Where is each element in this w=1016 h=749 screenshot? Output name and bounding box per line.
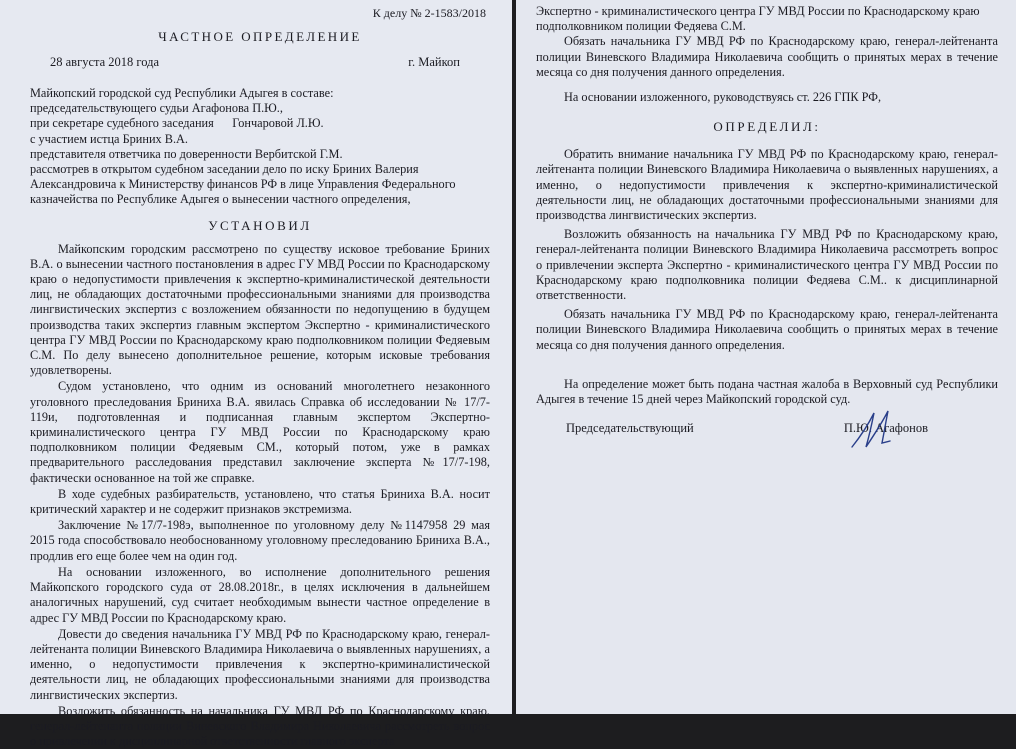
case-number: К делу № 2-1583/2018: [372, 6, 486, 20]
intro-line: Александровича к Министерству финансов РФ в лице Управления Федерального: [30, 177, 456, 192]
document-page-right: [516, 0, 1016, 714]
body-paragraph: Судом установлено, что одним из оснований многолетнего незаконного уголовного преследования Бриниха В.А. явилась Справка об исследовании № 17/7-119и, подготовленная и подписанная главным экспертом Экспертно-криминалистического центра ГУ МВД России по Краснодарскому краю подполковником полиции Федяевым СМ., который потом, уже в рамках предварительного расследования представил заключение эксперта №17/7-198, фактически основанное на той же справке.: [30, 379, 490, 485]
date-location-row: [50, 55, 460, 70]
handwritten-signature: [846, 407, 906, 455]
body-paragraph: На определение может быть подана частная жалоба в Верховный суд Республики Адыгея в течение 15 дней через Майкопский городской суд.: [536, 376, 998, 407]
signature-name: П.Ю. Агафонов: [843, 421, 928, 436]
continued-line: подполковником полиции Федяева С.М.: [536, 19, 746, 34]
decided-body: [536, 147, 998, 407]
body-paragraph: Довести до сведения начальника ГУ МВД РФ по Краснодарскому краю, генерал-лейтенанта полиции Виневского Владимира Николаевича о выявленных нарушениях, а именно, о недопустимости привлечения к экспертно-криминалистической деятельности лиц, не обладающих профессиональными знаниями для производства лингвистических экспертиз.: [30, 626, 490, 702]
signature-role: Председательствующий: [566, 421, 694, 436]
body-paragraph: Возложить обязанность на начальника ГУ МВД РФ по Краснодарскому краю, генерал-лейтенанта полиции Виневского Владимира Николаевича рассмотреть вопрос о привлечении эксперта Экспертно - криминалистического центра ГУ МВД России по Краснодарскому краю подполковника полиции Федяева С.М.. к дисциплинарной ответственности.: [536, 227, 998, 303]
intro-line: при секретаре судебного заседания Гончаровой Л.Ю.: [30, 116, 324, 131]
intro-line: рассмотрев в открытом судебном заседании дело по иску Бриних Валерия: [30, 162, 419, 177]
body-paragraph: Майкопским городским рассмотрено по существу исковое требование Бриних В.А. о вынесении частного постановления в адрес ГУ МВД России по Краснодарскому краю о недопустимости привлечения к экспертно-криминалистической деятельности лиц, не обладающих достаточными профессиональными знаниями для производства лингвистических экспертиз с возложением обязанности по недопущению в будущем производства таких экспертиз главным экспертом Экспертно - криминалистического центра ГУ МВД России по Краснодарскому краю подполковником полиции Федяевым С.М. По делу вынесено дополнительное решение, которым исковые требования удовлетворены.: [30, 241, 490, 378]
continued-line: Экспертно - криминалистического центра ГУ МВД России по Краснодарскому краю: [536, 4, 980, 18]
section-heading-established: УСТАНОВИЛ: [208, 217, 312, 233]
intro-line: казначейства по Республике Адыгея о вынесении частного определения,: [30, 192, 411, 207]
document-city: г. Майкоп: [408, 55, 460, 69]
legal-basis: На основании изложенного, руководствуясь ст. 226 ГПК РФ,: [564, 90, 882, 105]
section-heading-decided: ОПРЕДЕЛИЛ:: [713, 119, 821, 135]
body-paragraph: Обязать начальника ГУ МВД РФ по Краснодарскому краю, генерал-лейтенанта полиции Виневского Владимира Николаевича сообщить о принятых мерах в течение месяца со дня получения данного определения.: [536, 307, 998, 352]
court-composition: [30, 86, 490, 208]
established-body: [30, 242, 490, 749]
intro-line: Майкопский городской суд Республики Адыгея в составе:: [30, 86, 334, 100]
body-paragraph: Возложить обязанность на начальника ГУ МВД РФ по Краснодарскому краю, генерал-лейтенанта полиции Виневского Владимира Николаевича рассмотреть вопрос о привлечении к дисциплинарной ответственности главного эксперта: [30, 703, 490, 749]
signature-row: [566, 421, 928, 436]
body-paragraph: Обратить внимание начальника ГУ МВД РФ по Краснодарскому краю, генерал-лейтенанта полиции Виневского Владимира Николаевича о выявленных нарушениях, а именно, о недопустимости привлечения к экспертно-криминалистической деятельности лиц, не обладающих достаточными профессиональными знаниями для производства лингвистических экспертиз.: [536, 147, 998, 223]
intro-line: председательствующего судьи Агафонова П.Ю.,: [30, 101, 283, 116]
document-title: ЧАСТНОЕ ОПРЕДЕЛЕНИЕ: [158, 29, 362, 44]
document-date: 28 августа 2018 года: [50, 55, 160, 69]
body-paragraph: Заключение №17/7-198э, выполненное по уголовному делу №1147958 29 мая 2015 года способствовало необоснованному уголовному преследованию Бриниха В.А., продлив его еще более чем на один год.: [30, 518, 490, 563]
body-paragraph: Обязать начальника ГУ МВД РФ по Краснодарскому краю, генерал-лейтенанта полиции Виневского Владимира Николаевича сообщить о принятых мерах в течение месяца со дня получения данного определения.: [536, 34, 998, 79]
intro-line: с участием истца Бриних В.А.: [30, 131, 188, 146]
body-paragraph: В ходе судебных разбирательств, установлено, что статья Бриниха В.А. носит критический характер и не содержит признаков экстремизма.: [30, 486, 490, 517]
intro-line: представителя ответчика по доверенности Вербитской Г.М.: [30, 146, 343, 161]
body-paragraph: На основании изложенного, во исполнение дополнительного решения Майкопского городского суда от 28.08.2018г., в целях исключения в дальнейшем аналогичных нарушений, суд считает необходимым вынести частное определение в адрес ГУ МВД России по Краснодарскому краю.: [30, 564, 490, 625]
